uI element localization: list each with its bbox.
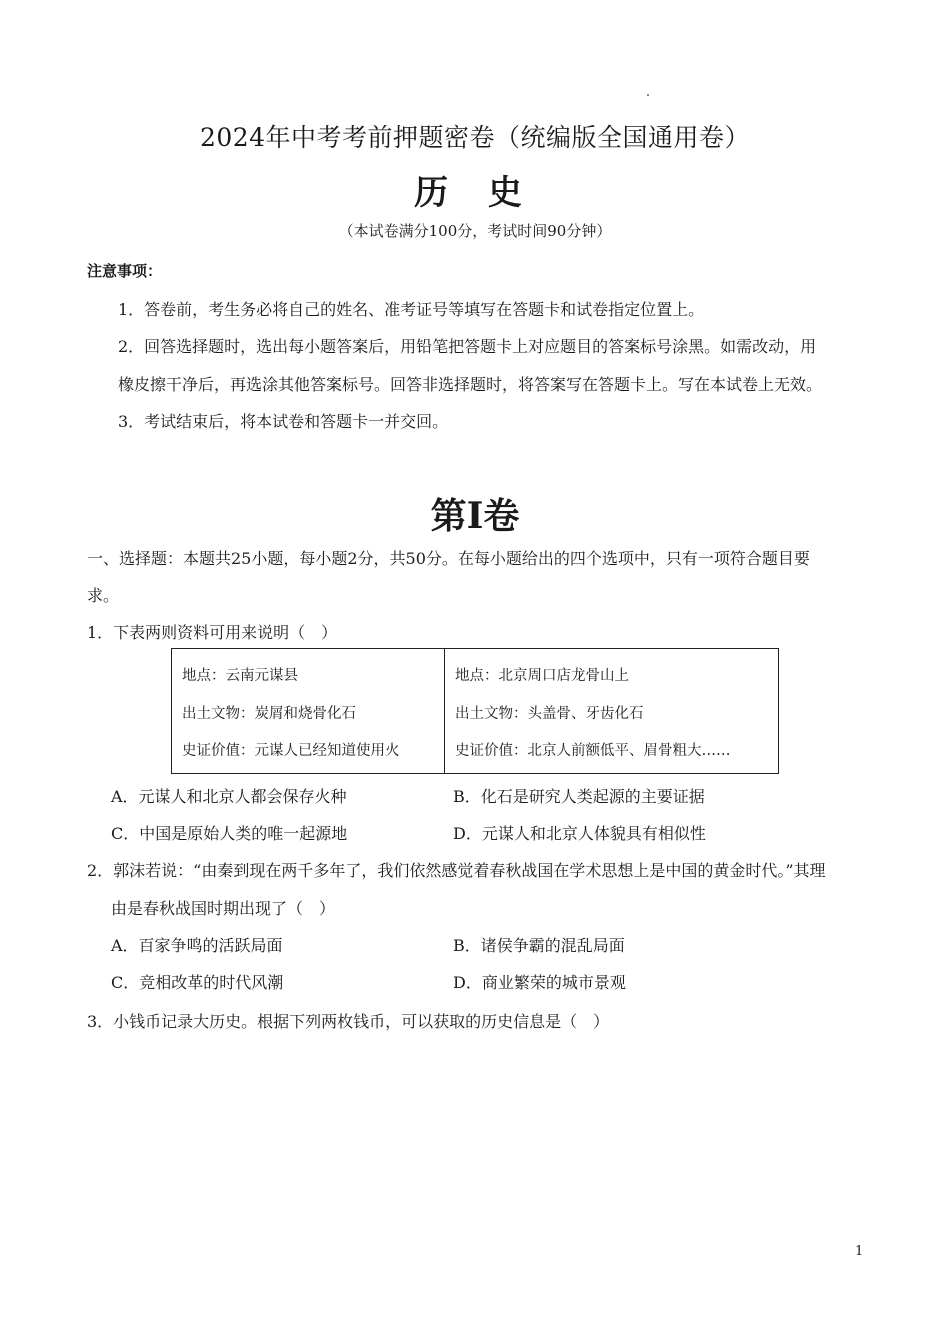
source-text: 出土文物：头盖骨、牙齿化石 <box>455 705 644 722</box>
note-item-2-cont: 橡皮擦干净后，再选涂其他答案标号。回答非选择题时，将答案写在答题卡上。写在本试卷上无效。 <box>118 375 823 394</box>
question-1-stem: 1．下表两则资料可用来说明（ ） <box>87 623 338 642</box>
volume-title: 第I卷 <box>430 495 520 537</box>
question-3-stem: 3．小钱币记录大历史。根据下列两枚钱币，可以获取的历史信息是（ ） <box>87 1012 610 1031</box>
question-2-stem-cont: 由是春秋战国时期出现了（ ） <box>111 899 336 918</box>
source-text: 地点：云南元谋县 <box>182 668 298 684</box>
scan-dot <box>647 94 649 96</box>
section-instructions: 一、选择题：本题共25小题，每小题2分，共50分。在每小题给出的四个选项中，只有一项符合题目要 <box>87 549 810 568</box>
exam-title: 2024年中考考前押题密卷（统编版全国通用卷） <box>199 123 751 152</box>
source-text: 出土文物：炭屑和烧骨化石 <box>182 705 356 722</box>
source-text: 地点：北京周口店龙骨山上 <box>455 668 629 684</box>
q1-option-b: B．化石是研究人类起源的主要证据 <box>453 787 705 806</box>
q2-option-b: B．诸侯争霸的混乱局面 <box>453 936 625 955</box>
note-item-2: 2．回答选择题时，选出每小题答案后，用铅笔把答题卡上对应题目的答案标号涂黑。如需改动，用 <box>118 337 817 356</box>
score-info: （本试卷满分100分，考试时间90分钟） <box>338 222 612 240</box>
q1-option-d: D．元谋人和北京人体貌具有相似性 <box>453 824 706 843</box>
q1-option-c: C．中国是原始人类的唯一起源地 <box>111 824 348 843</box>
q2-option-c: C．竞相改革的时代风潮 <box>111 973 284 992</box>
page-number: 1 <box>855 1244 864 1259</box>
source-cell-yuanmou <box>172 649 445 774</box>
note-item-3: 3．考试结束后，将本试卷和答题卡一并交回。 <box>118 412 449 431</box>
note-item-1: 1．答卷前，考生务必将自己的姓名、准考证号等填写在答题卡和试卷指定位置上。 <box>118 300 705 319</box>
q1-option-a: A．元谋人和北京人都会保存火种 <box>111 787 347 806</box>
section-instructions-cont: 求。 <box>87 586 120 605</box>
source-cell-beijing <box>445 649 779 774</box>
source-table <box>171 648 779 774</box>
subject-title: 历 史 <box>414 173 536 213</box>
source-text: 史证价值：北京人前额低平、眉骨粗大…… <box>455 743 731 759</box>
question-2-stem: 2．郭沫若说：“由秦到现在两千多年了，我们依然感觉着春秋战国在学术思想上是中国的黄金时代。”其理 <box>87 861 826 880</box>
notes-heading: 注意事项： <box>87 262 163 280</box>
q2-option-a: A．百家争鸣的活跃局面 <box>111 936 283 955</box>
q2-option-d: D．商业繁荣的城市景观 <box>453 973 626 992</box>
source-text: 史证价值：元谋人已经知道使用火 <box>182 743 400 759</box>
